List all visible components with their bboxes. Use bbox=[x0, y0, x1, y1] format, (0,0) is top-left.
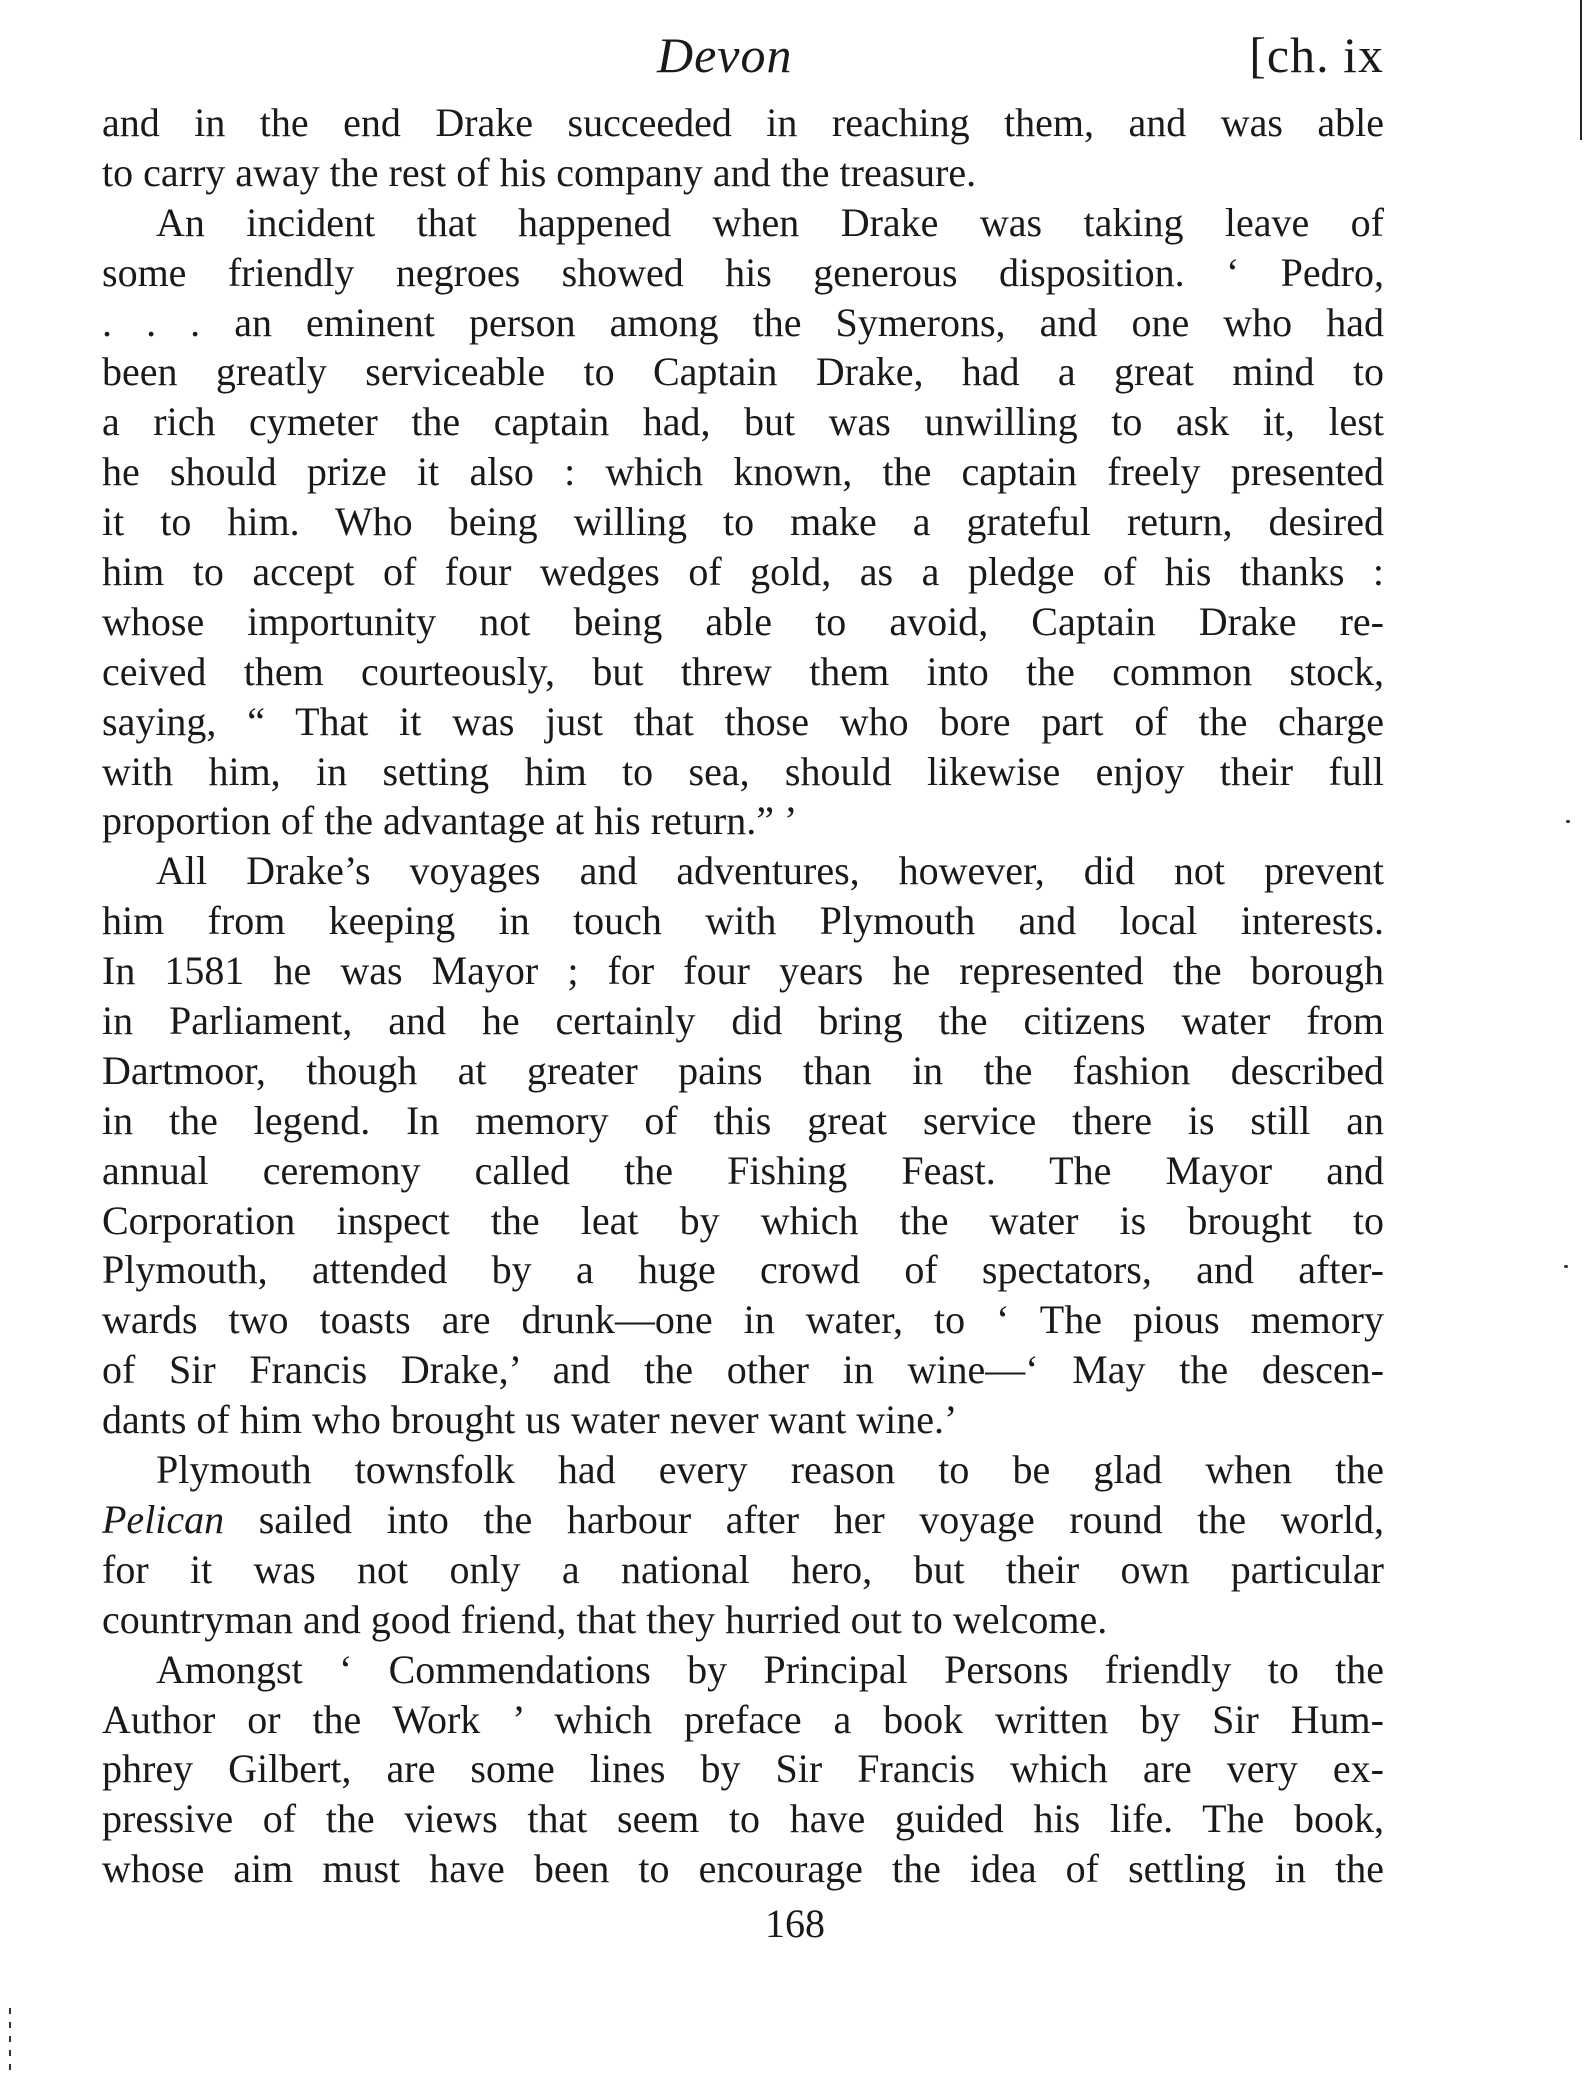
text-line: In 1581 he was Mayor ; for four years he represented the borough bbox=[102, 948, 1384, 994]
text-line: Author or the Work ’ which preface a book written by Sir Hum- bbox=[102, 1696, 1384, 1742]
text-line: saying, “ That it was just that those who bore part of the charge bbox=[102, 698, 1384, 744]
text-line: for it was not only a national hero, but their own particular bbox=[102, 1546, 1384, 1592]
text-line: An incident that happened when Drake was taking leave of bbox=[156, 199, 1384, 245]
text-line: some friendly negroes showed his generous disposition. ‘ Pedro, bbox=[102, 249, 1384, 295]
text-line: All Drake’s voyages and adventures, however, did not prevent bbox=[156, 848, 1384, 894]
text-line: annual ceremony called the Fishing Feast. The Mayor and bbox=[102, 1147, 1384, 1193]
text-line: whose importunity not being able to avoid, Captain Drake re- bbox=[102, 598, 1384, 644]
text-line: whose aim must have been to encourage the idea of settling in the bbox=[102, 1846, 1384, 1892]
text-line: in the legend. In memory of this great service there is still an bbox=[102, 1097, 1384, 1143]
text-line: Dartmoor, though at greater pains than in the fashion described bbox=[102, 1047, 1384, 1093]
running-title: Devon bbox=[657, 27, 793, 83]
text-line: of Sir Francis Drake,’ and the other in wine—‘ May the descen- bbox=[102, 1347, 1384, 1393]
text-line: Plymouth townsfolk had every reason to be glad when the bbox=[156, 1447, 1384, 1493]
text-line: him from keeping in touch with Plymouth and local interests. bbox=[102, 898, 1384, 944]
scan-speck bbox=[1564, 1265, 1568, 1268]
chapter-mark: [ch. ix bbox=[1249, 27, 1384, 83]
text-line: . . . an eminent person among the Symerons, and one who had bbox=[102, 299, 1384, 345]
page-number: 168 bbox=[765, 1901, 825, 1946]
body-text bbox=[102, 98, 1384, 1894]
text-line: it to him. Who being willing to make a grateful return, desired bbox=[102, 499, 1384, 545]
text-line: been greatly serviceable to Captain Drake, had a great mind to bbox=[102, 349, 1384, 395]
running-head bbox=[102, 26, 1384, 96]
text-line: with him, in setting him to sea, should likewise enjoy their full bbox=[102, 748, 1384, 794]
text-line: phrey Gilbert, are some lines by Sir Francis which are very ex- bbox=[102, 1746, 1384, 1792]
page-edge-line bbox=[1580, 0, 1582, 140]
scan-speck bbox=[1566, 820, 1570, 823]
text-line: wards two toasts are drunk—one in water, to ‘ The pious memory bbox=[102, 1297, 1384, 1343]
text-line bbox=[102, 1495, 1384, 1545]
ship-name: Pelican bbox=[102, 1496, 225, 1542]
text-line: dants of him who brought us water never want wine.’ bbox=[102, 1397, 958, 1443]
text-line: to carry away the rest of his company and the treasure. bbox=[102, 149, 977, 195]
text-line: Corporation inspect the leat by which the water is brought to bbox=[102, 1197, 1384, 1243]
text-line: in Parliament, and he certainly did bring the citizens water from bbox=[102, 998, 1384, 1044]
text-line: pressive of the views that seem to have guided his life. The book, bbox=[102, 1796, 1384, 1842]
text-line: countryman and good friend, that they hurried out to welcome. bbox=[102, 1596, 1108, 1642]
text-line: him to accept of four wedges of gold, as a pledge of his thanks : bbox=[102, 549, 1384, 595]
text-line: and in the end Drake succeeded in reaching them, and was able bbox=[102, 100, 1384, 145]
text-line: proportion of the advantage at his return.” ’ bbox=[102, 798, 798, 844]
text-line: ceived them courteously, but threw them into the common stock, bbox=[102, 648, 1384, 694]
text-line: a rich cymeter the captain had, but was unwilling to ask it, lest bbox=[102, 399, 1384, 445]
text-line: Amongst ‘ Commendations by Principal Persons friendly to the bbox=[156, 1646, 1384, 1692]
text-line: he should prize it also : which known, the captain freely presented bbox=[102, 449, 1384, 495]
text-line-rest: sailed into the harbour after her voyage round the world, bbox=[224, 1496, 1384, 1542]
binding-edge-marks bbox=[9, 2008, 11, 2078]
text-line: Plymouth, attended by a huge crowd of spectators, and after- bbox=[102, 1247, 1384, 1293]
